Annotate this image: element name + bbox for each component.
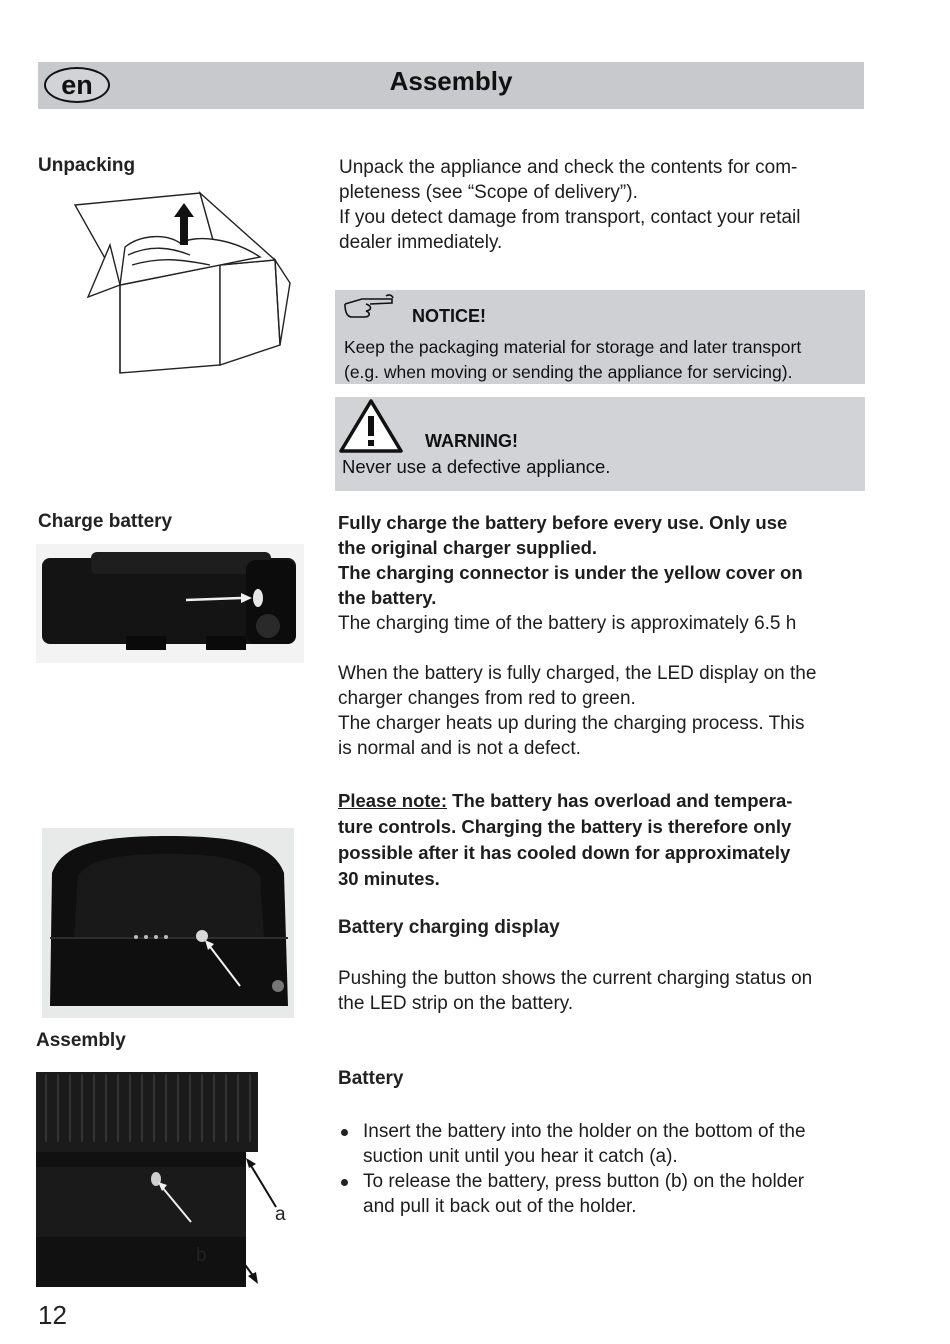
text-line: the original charger supplied. (338, 537, 598, 558)
text-line: pleteness (see “Scope of delivery”). (339, 182, 638, 203)
text-line: Pushing the button shows the current charging status on (338, 968, 813, 989)
text-line: Keep the packaging material for storage and later transport (344, 337, 802, 357)
list-item (338, 1169, 864, 1219)
text-line: To release the battery, press button (b) on the holder (363, 1171, 805, 1192)
led-paragraph (338, 661, 864, 761)
text-line: the LED strip on the battery. (338, 993, 574, 1014)
charging-time-text: The charging time of the battery is approximately 6.5 h (338, 613, 797, 634)
unpacking-heading: Unpacking (38, 155, 136, 176)
text-line: Insert the battery into the holder on the bottom of the (363, 1121, 806, 1142)
text-line: dealer immediately. (339, 232, 503, 253)
language-badge: en (44, 67, 110, 103)
text-line: 30 minutes. (338, 868, 440, 889)
text-line: The charging connector is under the yellow cover on (338, 562, 803, 583)
text-line: suction unit until you hear it catch (a). (363, 1146, 678, 1167)
text-line: Unpack the appliance and check the contents for com- (339, 157, 798, 178)
text-line: possible after it has cooled down for approximately (338, 842, 791, 863)
battery-photo (36, 544, 304, 663)
unpacking-illustration (70, 185, 300, 380)
notice-text (344, 335, 862, 385)
text-line: the battery. (338, 587, 437, 608)
assembly-photo (36, 1072, 306, 1294)
unpacking-paragraph (339, 155, 864, 255)
warning-text: Never use a defective appliance. (342, 456, 611, 477)
figure-label-b: b (196, 1245, 207, 1266)
notice-title: NOTICE! (412, 306, 486, 326)
assembly-heading: Assembly (36, 1030, 126, 1051)
text-line: When the battery is fully charged, the LED display on the (338, 663, 817, 684)
text-line: is normal and is not a defect. (338, 738, 581, 759)
text-line: (e.g. when moving or sending the appliance for servicing). (344, 362, 793, 382)
please-note-label: Please note: (338, 790, 447, 811)
text-line: If you detect damage from transport, contact your retail (339, 207, 801, 228)
text-line: The charger heats up during the charging process. This (338, 713, 805, 734)
figure-label-a: a (275, 1204, 286, 1225)
page-number: 12 (38, 1300, 67, 1330)
battery-heading: Battery (338, 1068, 404, 1089)
text-line: ture controls. Charging the battery is therefore only (338, 816, 792, 837)
text-line: The battery has overload and tempera- (452, 790, 793, 811)
charge-battery-heading: Charge battery (38, 511, 173, 532)
list-item (338, 1119, 864, 1169)
text-line: and pull it back out of the holder. (363, 1196, 637, 1217)
warning-title: WARNING! (425, 431, 518, 451)
pointing-hand-icon (342, 292, 398, 322)
battery-bullet-list (338, 1119, 864, 1219)
text-line: Fully charge the battery before every use. Only use (338, 512, 788, 533)
text-line: charger changes from red to green. (338, 688, 636, 709)
warning-triangle-icon (338, 398, 404, 454)
charging-display-paragraph (338, 966, 864, 1016)
charge-instructions-bold (338, 510, 864, 610)
charging-display-heading: Battery charging display (338, 917, 560, 938)
charging-display-photo (42, 828, 294, 1018)
page-title: Assembly (389, 66, 513, 96)
please-note-paragraph (338, 788, 864, 892)
